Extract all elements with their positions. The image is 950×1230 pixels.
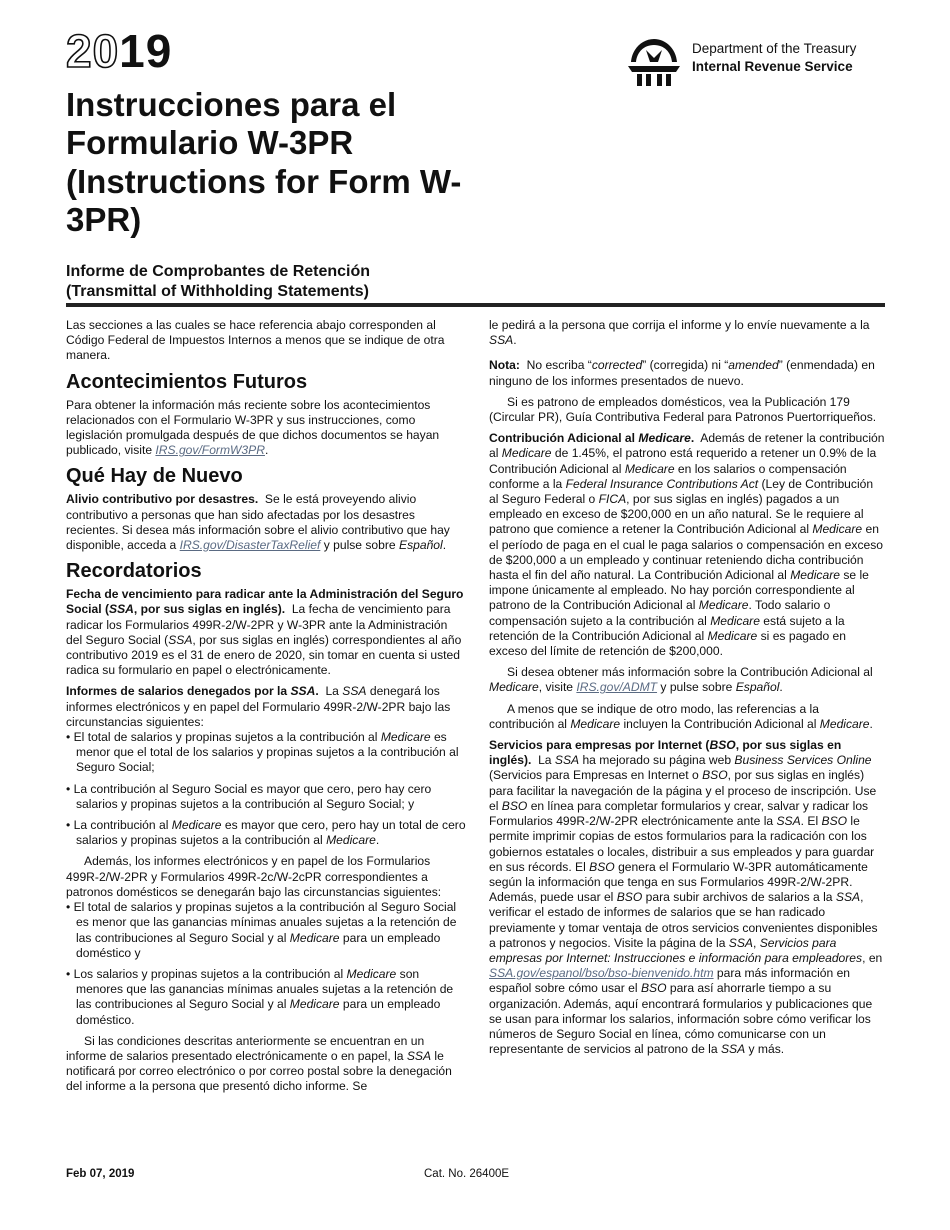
link-irs-disaster[interactable]: IRS.gov/DisasterTaxRelief <box>179 538 321 553</box>
irs-eagle-logo-icon <box>624 36 684 88</box>
link-ssa-bso[interactable]: SSA.gov/espanol/bso/bso-bienvenido.htm <box>489 966 714 981</box>
link-irs-formw3pr[interactable]: IRS.gov/FormW3PR <box>155 443 265 458</box>
footer-cat-no: Cat. No. 26400E <box>424 1168 510 1180</box>
left-column: Las secciones a las cuales se hace referencia abajo corresponden al Código Federal de Impuestos Internos a menos que se indique de otra manera. Acontecimientos Futuros Para obtener la información más reciente sobre los acontecimientos relacionados con el Formulario W-3PR y sus instrucciones, como legislación promulgada después de que dichos documentos se hayan publicado, visite IRS.gov/FormW3PR. Qué Hay de Nuevo Alivio contributivo por desastres. Se le está proveyendo alivio contributivo a personas que han sido afectadas por los desastres recientes. Si desea más información sobre el alivio contributivo que hay disponible, acceda a IRS.gov/DisasterTaxRelief y pulse sobre Español. Recordatorios Fecha de vencimiento para radicar ante la Administración del Seguro Social (SSA, por sus siglas en inglés). La fecha de vencimiento para radicar los Formularios 499R-2/W-2PR y W-3PR ante la Administración del Seguro Social (SSA, por sus siglas en inglés) correspondientes al año contributivo 2019 es el 31 de enero de 2020, sin tomar en cuenta si usted radica su formulario en papel o electrónicamente. Informes de salarios denegados por la SSA. La SSA denegará los informes electrónicos y en papel del Formulario 499R-2/W-2PR bajo las circunstancias siguientes: • El total de salarios y propinas sujetos a la contribución al Medicare es menor que el total de los salarios y propinas sujetos a la contribución al Seguro Social; • La contribución al Seguro Social es mayor que cero, pero hay cero salarios y propinas sujetos a la contribución al Seguro Social; y • La contribución al Medicare es mayor que cero, pero hay un total de cero salarios y propinas sujetos a la contribución al Medicare. Además, los informes electrónicos y en papel de los Formularios 499R-2/W-2PR y Formularios 499R-2c/W-2cPR correspondientes a patronos domésticos se denegarán bajo las circunstancias siguientes: • El total de salarios y propinas sujetos a la contribución al Seguro Social es menor que las ganancias mínimas anuales sujetas a la retención de las contribuciones al Seguro Social y al Medicare para un empleado doméstico y • Los salarios y propinas sujetos a la contribución al Medicare son menores que las ganancias mínimas anuales sujetas a la retención de las contribuciones al Seguro Social y al Medicare para un empleado doméstico. Si las condiciones descritas anteriormente se encuentran en un informe de salarios presentado electrónicamente o en papel, la SSA le notificará por correo electrónico o por correo postal sobre la denegación del informe a la persona que presentó dicho informe. Se <box>66 318 466 1101</box>
section-heading-que-hay: Qué Hay de Nuevo <box>66 465 243 488</box>
agency-name: Department of the Treasury Internal Revenue Service <box>692 41 857 75</box>
page-subtitle: Informe de Comprobantes de Retención (Transmittal of Withholding Statements) <box>66 263 371 300</box>
footer-date: Feb 07, 2019 <box>66 1168 135 1180</box>
link-irs-admt[interactable]: IRS.gov/ADMT <box>576 680 658 695</box>
section-heading-recordatorios: Recordatorios <box>66 560 202 583</box>
right-column: le pedirá a la persona que corrija el informe y lo envíe nuevamente a la SSA. Nota: No escriba “corrected” (corregida) ni “amended” (enmendada) en ninguno de los informes presentados de nuevo. Si es patrono de empleados domésticos, vea la Publicación 179 (Circular PR), Guía Contributiva Federal para Patronos Puertorriqueños. Contribución Adicional al Medicare. Además de retener la contribución al Medicare de 1.45%, el patrono está requerido a retener un 0.9% de la Contribución Adicional al Medicare en los salarios o compensación conforme a la Federal Insurance Contributions Act (Ley de Contribución al Seguro Federal o FICA, por sus siglas en inglés) pagados a un empleado en exceso de $200,000 en un año natural. Se le requiere al patrono que comience a retener la Contribución Adicional al Medicare en el período de paga en el cual le paga salarios o compensación en exceso de $200,000 a un empleado y continuar reteniendo dicha contribución hasta el fin del año natural. La Contribución Adicional al Medicare se le impone únicamente al empleado. No hay porción correspondiente al patrono de la Contribución Adicional al Medicare. Todo salario o compensación sujeto a la contribución al Medicare está sujeto a la retención de la Contribución Adicional al Medicare si es pagado en exceso del límite de retención de $200,000. Si desea obtener más información sobre la Contribución Adicional al Medicare, visite IRS.gov/ADMT y pulse sobre Español. A menos que se indique de otro modo, las referencias a la contribución al Medicare incluyen la Contribución Adicional al Medicare. Servicios para empresas por Internet (BSO, por sus siglas en inglés). La SSA ha mejorado su página web Business Services Online (Servicios para Empresas en Internet o BSO, por sus siglas en inglés) para facilitar la navegación de la página y el proceso de inscripción. Use el BSO en línea para completar formularios y crear, salvar y radicar los Formularios 499R-2/W-2PR electrónicamente ante la SSA. El BSO le permite imprimir copias de estos formularios para la radicación con los gobiernos estatales o locales, distribuir a sus empleados y para guardar en sus récords. El BSO genera el Formulario W-3PR automáticamente según la información que tenga en sus Formularios 499R-2/W-2PR. Además, puede usar el BSO para subir archivos de salarios a la SSA, verificar el estado de informes de salarios que se han radicado previamente y tomar ventaja de otros servicios convenientes disponibles a patronos y negocios. Visite la página de la SSA, Servicios para empresas por Internet: Instrucciones e información para empleadores, en SSA.gov/espanol/bso/bso-bienvenido.htm para más información en español sobre cómo usar el BSO para así ahorrarle tiempo a su organización. Además, aquí encontrará formularios y publicaciones que se usan para informar los salarios, información sobre cómo verificar los números de Seguro Social en línea, cómo comunicarse con un representante de servicios al patrono de la SSA y más. <box>489 318 885 1057</box>
page-title: Instrucciones para el Formulario W-3PR (Instructions for Form W-3PR) <box>66 86 462 238</box>
section-heading-acontecimientos: Acontecimientos Futuros <box>66 370 308 393</box>
header-rule <box>66 303 885 307</box>
form-year: 2019 <box>66 25 173 77</box>
intro-paragraph: Las secciones a las cuales se hace referencia abajo corresponden al Código Federal de Impuestos Internos a menos que se indique de otra manera. <box>66 318 445 363</box>
